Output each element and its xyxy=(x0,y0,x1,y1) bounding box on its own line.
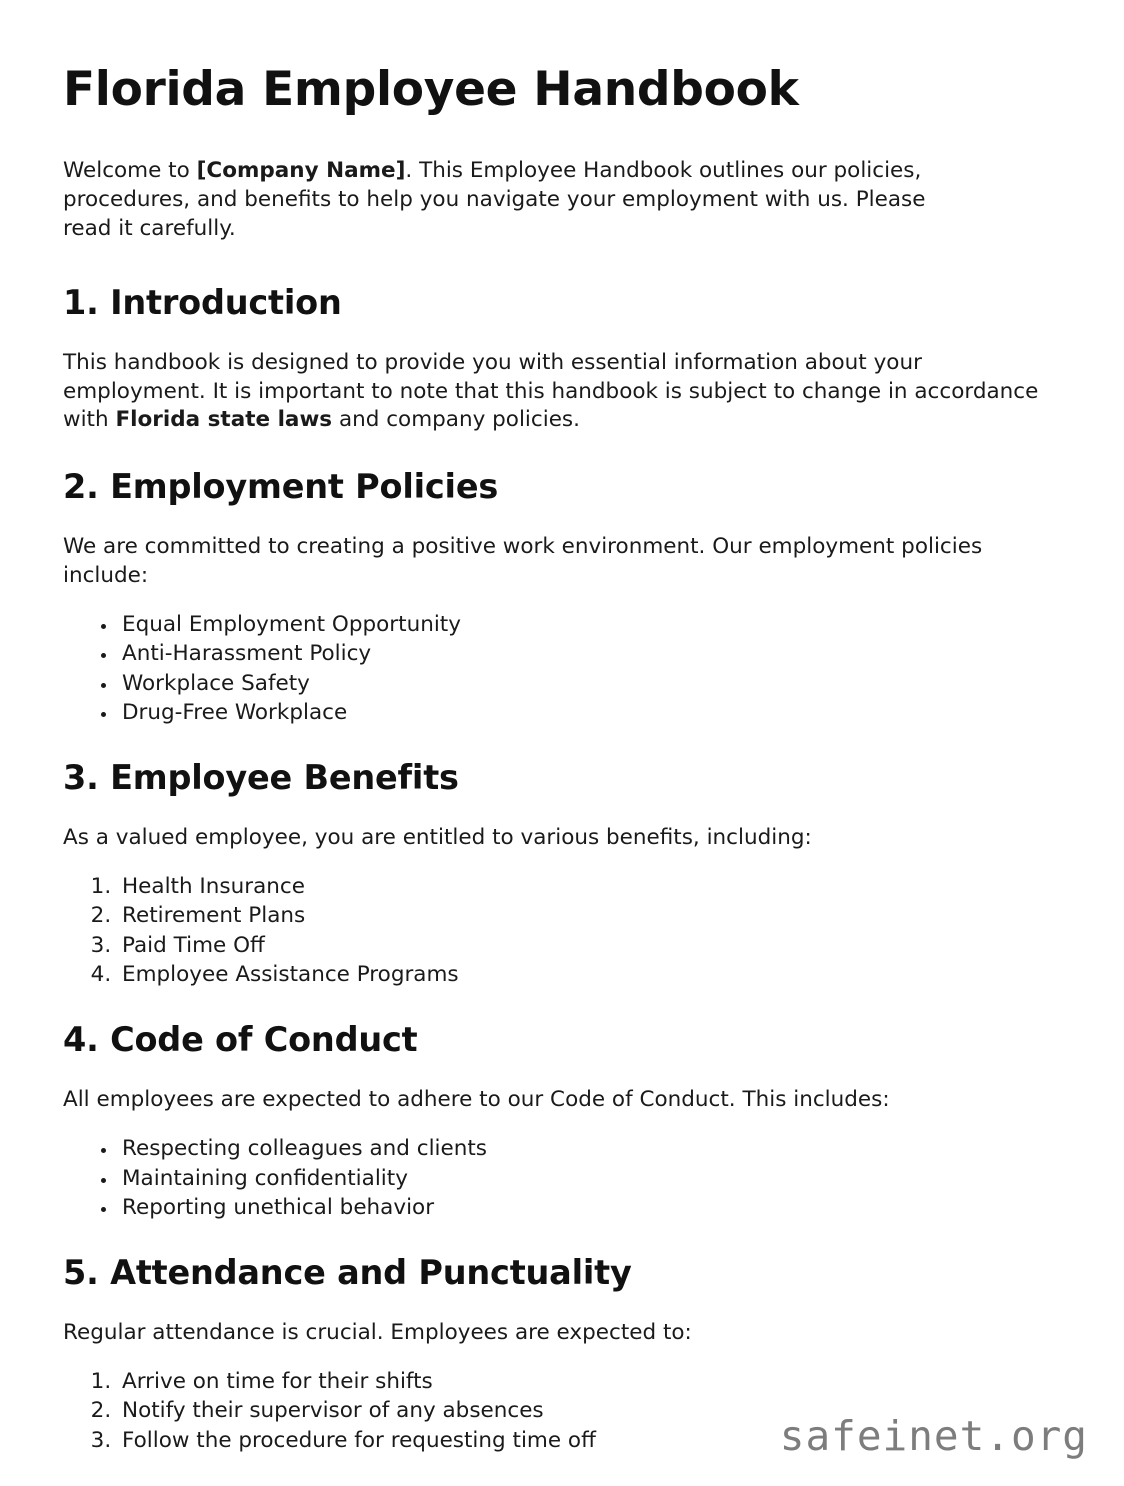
section-employee-benefits xyxy=(63,758,1058,988)
list-item: • Maintaining confidentiality xyxy=(118,1165,1058,1192)
section-2-paragraph: We are committed to creating a positive work environment. Our employment policies include: xyxy=(63,534,983,589)
employee-benefits-list xyxy=(63,873,1058,988)
list-item: • Equal Employment Opportunity xyxy=(118,611,1058,638)
section-1-text-after: and company policies. xyxy=(332,407,580,433)
section-heading-5: 5. Attendance and Punctuality xyxy=(63,1253,632,1293)
section-heading-4: 4. Code of Conduct xyxy=(63,1020,418,1060)
section-heading-3: 3. Employee Benefits xyxy=(63,758,459,798)
section-heading-1: 1. Introduction xyxy=(63,282,342,322)
florida-state-laws-emphasis: Florida state laws xyxy=(115,407,333,433)
page-title: Florida Employee Handbook xyxy=(63,62,799,117)
section-1-paragraph xyxy=(63,349,1058,435)
list-item: 4. Employee Assistance Programs xyxy=(118,961,1058,988)
watermark: safeinet.org xyxy=(779,1412,1088,1461)
intro-text-after: . This Employee Handbook outlines our policies, procedures, and benefits to help you navigate your employment with us. Please read it carefully. xyxy=(63,157,926,241)
list-item: 1. Arrive on time for their shifts xyxy=(118,1368,1058,1395)
intro-text-before: Welcome to xyxy=(63,157,197,183)
list-item: 2. Notify their supervisor of any absences xyxy=(118,1397,1058,1424)
section-1-text-before: This handbook is designed to provide you with essential information about your employment. It is important to note that this handbook is subject to change in accordance with xyxy=(63,349,1039,433)
list-item: • Respecting colleagues and clients xyxy=(118,1135,1058,1162)
section-employment-policies xyxy=(63,467,1058,726)
employment-policies-list xyxy=(63,611,1058,726)
list-item: • Anti-Harassment Policy xyxy=(118,640,1058,667)
intro-paragraph xyxy=(63,156,968,243)
section-3-paragraph: As a valued employee, you are entitled to various benefits, including: xyxy=(63,825,812,851)
section-code-of-conduct xyxy=(63,1020,1058,1221)
list-item: 3. Paid Time Off xyxy=(118,932,1058,959)
list-item: • Reporting unethical behavior xyxy=(118,1194,1058,1221)
code-of-conduct-list xyxy=(63,1135,1058,1221)
section-5-paragraph: Regular attendance is crucial. Employees are expected to: xyxy=(63,1320,692,1346)
list-item: 1. Health Insurance xyxy=(118,873,1058,900)
list-item: • Workplace Safety xyxy=(118,670,1058,697)
section-heading-2: 2. Employment Policies xyxy=(63,467,499,507)
section-introduction xyxy=(63,283,1058,436)
list-item: 2. Retirement Plans xyxy=(118,902,1058,929)
company-name-placeholder: [Company Name] xyxy=(196,157,406,183)
list-item: 3. Follow the procedure for requesting time off xyxy=(118,1427,1058,1454)
list-item: • Drug-Free Workplace xyxy=(118,699,1058,726)
section-4-paragraph: All employees are expected to adhere to our Code of Conduct. This includes: xyxy=(63,1087,890,1113)
